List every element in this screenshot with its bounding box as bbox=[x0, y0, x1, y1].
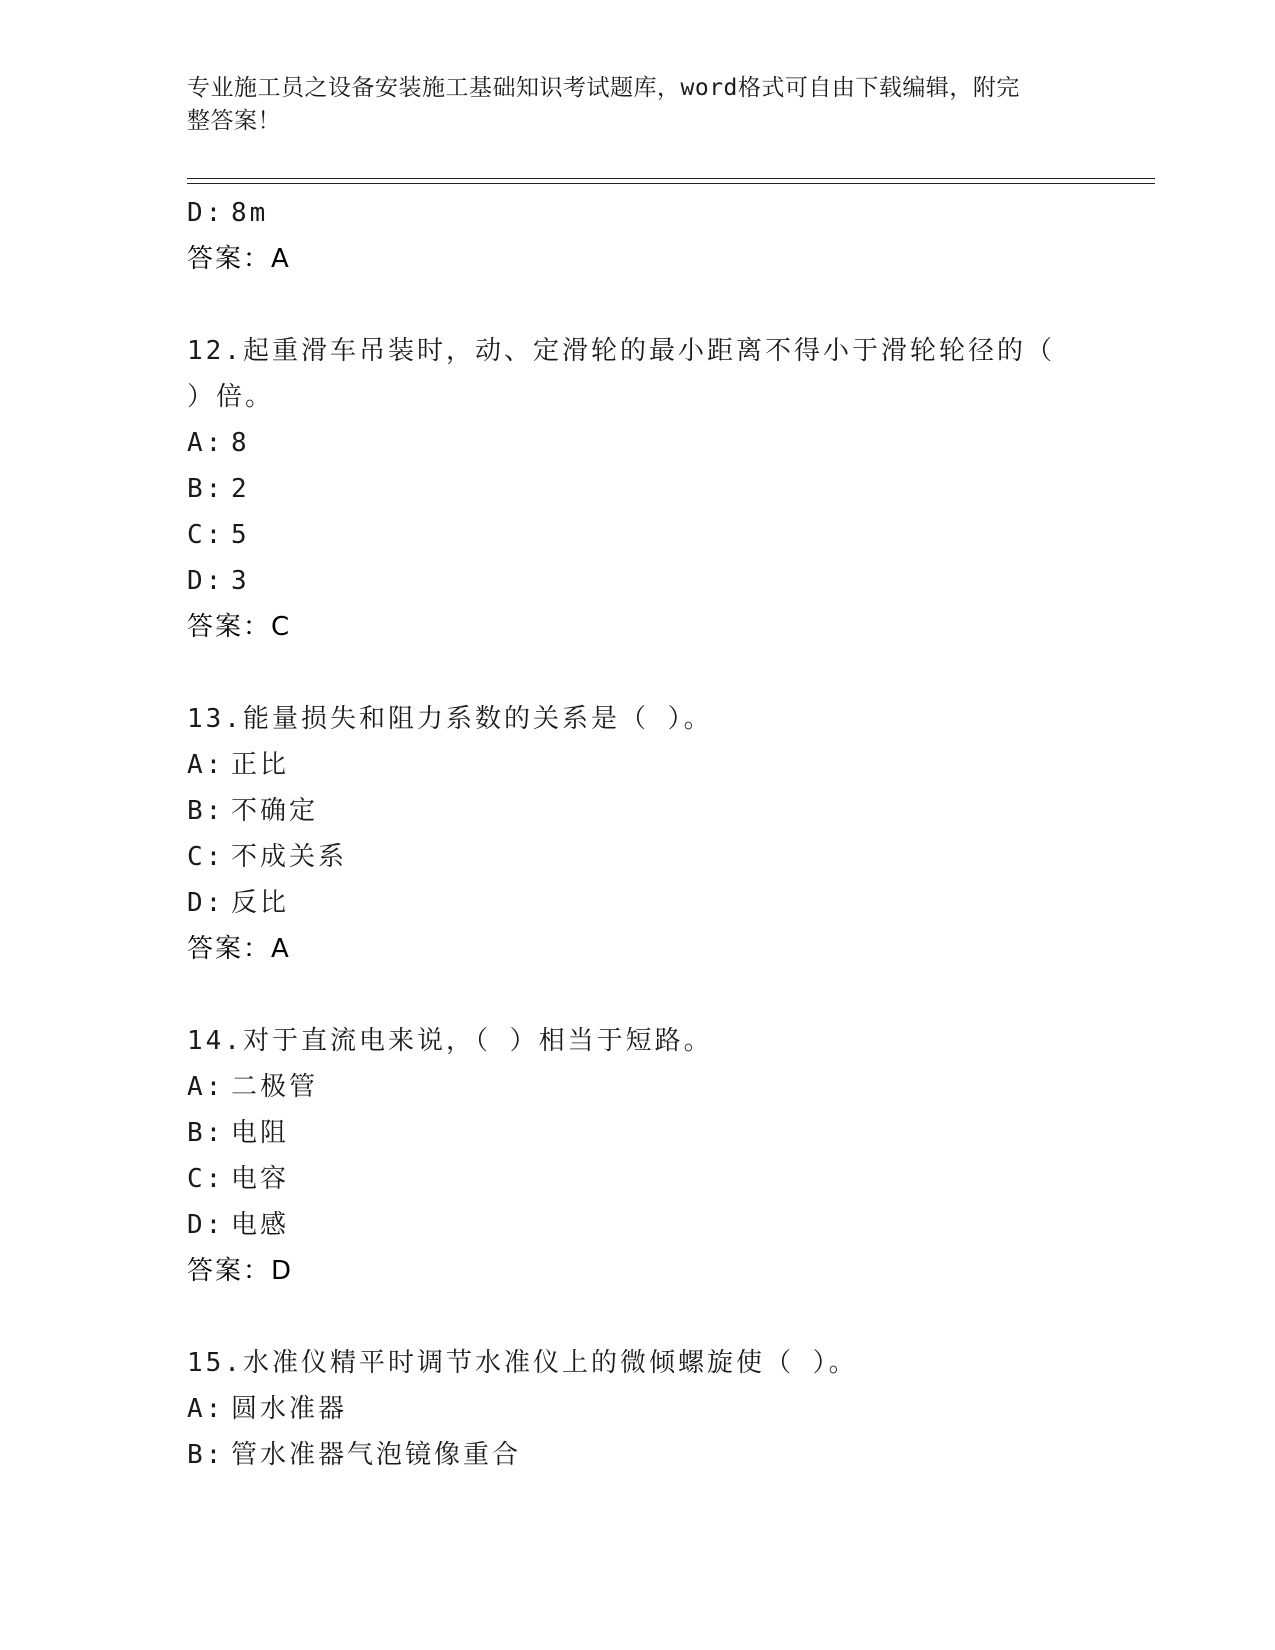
option-text: 3 bbox=[231, 566, 250, 596]
option-key: A: bbox=[187, 1072, 225, 1102]
option-c bbox=[187, 512, 1155, 558]
option-key: D: bbox=[187, 566, 225, 596]
option-text: 圆水准器 bbox=[231, 1394, 348, 1424]
option-text: 不成关系 bbox=[231, 842, 348, 872]
option-a bbox=[187, 420, 1155, 466]
option-text: 电容 bbox=[231, 1164, 290, 1194]
question-stem: 14.对于直流电来说，（ ）相当于短路。 bbox=[187, 1026, 713, 1056]
option-key: A: bbox=[187, 428, 225, 458]
answer-line: 答案：D bbox=[187, 1256, 294, 1286]
option-d bbox=[187, 880, 1155, 926]
option-text: 电感 bbox=[231, 1210, 290, 1240]
option-key: A: bbox=[187, 750, 225, 780]
option-text: 5 bbox=[231, 520, 250, 550]
option-key: D: bbox=[187, 888, 225, 918]
document-header bbox=[187, 72, 1067, 138]
answer-line: 答案：A bbox=[187, 244, 291, 274]
option-a bbox=[187, 1064, 1155, 1110]
option-key: A: bbox=[187, 1394, 225, 1424]
option-text: 二极管 bbox=[231, 1072, 319, 1102]
option-d bbox=[187, 1202, 1155, 1248]
header-divider-top bbox=[187, 178, 1155, 179]
option-key: C: bbox=[187, 520, 225, 550]
question-stem-continued: ）倍。 bbox=[187, 382, 275, 412]
option-key: B: bbox=[187, 1440, 225, 1470]
spacer bbox=[187, 650, 1155, 696]
option-b bbox=[187, 1110, 1155, 1156]
option-key: C: bbox=[187, 1164, 225, 1194]
option-text: 正比 bbox=[231, 750, 290, 780]
question-stem: 12.起重滑车吊装时，动、定滑轮的最小距离不得小于滑轮轮径的（ bbox=[187, 336, 1055, 366]
question-stem: 15.水准仪精平时调节水准仪上的微倾螺旋使（ ）。 bbox=[187, 1348, 858, 1378]
option-key: B: bbox=[187, 1118, 225, 1148]
spacer bbox=[187, 1294, 1155, 1340]
option-text: 不确定 bbox=[231, 796, 319, 826]
answer-line: 答案：C bbox=[187, 612, 292, 642]
option-a bbox=[187, 1386, 1155, 1432]
option-text: 反比 bbox=[231, 888, 290, 918]
option-key: D: bbox=[187, 198, 225, 228]
option-a bbox=[187, 742, 1155, 788]
option-text: 2 bbox=[231, 474, 250, 504]
option-d bbox=[187, 190, 1155, 236]
question-14 bbox=[187, 1018, 1155, 1294]
header-line-1: 专业施工员之设备安装施工基础知识考试题库，word格式可自由下载编辑，附完 bbox=[187, 75, 1020, 101]
question-stem: 13.能量损失和阻力系数的关系是（ ）。 bbox=[187, 704, 713, 734]
spacer bbox=[187, 972, 1155, 1018]
option-b bbox=[187, 788, 1155, 834]
option-b bbox=[187, 466, 1155, 512]
option-text: 8m bbox=[231, 198, 269, 228]
question-15 bbox=[187, 1340, 1155, 1478]
question-list bbox=[187, 190, 1155, 1478]
option-key: C: bbox=[187, 842, 225, 872]
option-b bbox=[187, 1432, 1155, 1478]
option-c bbox=[187, 1156, 1155, 1202]
option-text: 管水准器气泡镜像重合 bbox=[231, 1440, 522, 1470]
header-divider-bottom bbox=[187, 183, 1155, 184]
option-text: 8 bbox=[231, 428, 250, 458]
option-text: 电阻 bbox=[231, 1118, 290, 1148]
answer-line: 答案：A bbox=[187, 934, 291, 964]
question-13 bbox=[187, 696, 1155, 972]
option-key: D: bbox=[187, 1210, 225, 1240]
header-line-2: 整答案！ bbox=[187, 108, 281, 134]
option-key: B: bbox=[187, 474, 225, 504]
spacer bbox=[187, 282, 1155, 328]
option-key: B: bbox=[187, 796, 225, 826]
option-c bbox=[187, 834, 1155, 880]
option-d bbox=[187, 558, 1155, 604]
question-12 bbox=[187, 328, 1155, 650]
